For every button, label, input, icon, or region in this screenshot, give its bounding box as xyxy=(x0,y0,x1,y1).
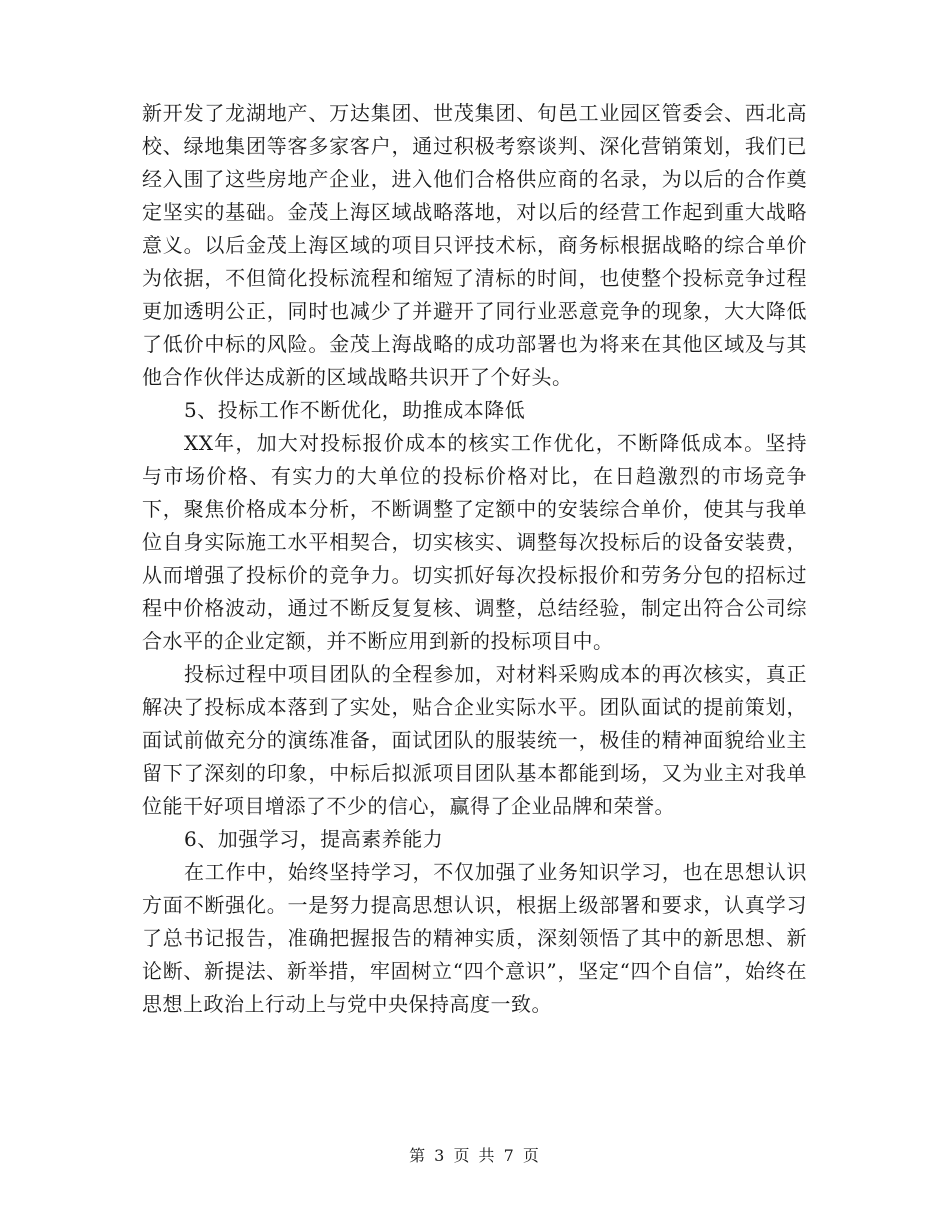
paragraph-continuation: 新开发了龙湖地产、万达集团、世茂集团、旬邑工业园区管委会、西北高校、绿地集团等客多家客户，通过积极考察谈判、深化营销策划，我们已经入围了这些房地产企业，进入他们合格供应商的名录，为以后的合作奠定坚实的基础。金茂上海区域战略落地，对以后的经营工作起到重大战略意义。以后金茂上海区域的项目只评技术标，商务标根据战略的综合单价为依据，不但简化投标流程和缩短了清标的时间，也使整个投标竞争过程更加透明公正，同时也减少了并避开了同行业恶意竞争的现象，大大降低了低价中标的风险。金茂上海战略的成功部署也为将来在其他区域及与其他合作伙伴达成新的区域战略共识开了个好头。 xyxy=(142,101,807,389)
section-heading-5: 5、投标工作不断优化，助推成本降低 xyxy=(184,398,526,422)
paragraph-bid-cost: XX年，加大对投标报价成本的核实工作优化，不断降低成本。坚持与市场价格、有实力的大单位的投标价格对比，在日趋激烈的市场竞争下，聚焦价格成本分析，不断调整了定额中的安装综合单价，使其与我单位自身实际施工水平相契合，切实核实、调整每次投标后的设备安装费，从而增强了投标价的竞争力。切实抓好每次投标报价和劳务分包的招标过程中价格波动，通过不断反复复核、调整，总结经验，制定出符合公司综合水平的企业定额，并不断应用到新的投标项目中。 xyxy=(142,431,807,653)
paragraph-study: 在工作中，始终坚持学习，不仅加强了业务知识学习，也在思想认识方面不断强化。一是努力提高思想认识，根据上级部署和要求，认真学习了总书记报告，准确把握报告的精神实质，深刻领悟了其中的新思想、新论断、新提法、新举措，牢固树立“四个意识”，坚定“四个自信”，始终在思想上政治上行动上与党中央保持高度一致。 xyxy=(142,860,807,1016)
document-body xyxy=(142,97,807,1021)
page-number-footer: 第 3 页 共 7 页 xyxy=(409,1146,541,1165)
section-heading-6: 6、加强学习，提高素养能力 xyxy=(184,827,444,851)
paragraph-bid-team: 投标过程中项目团队的全程参加，对材料采购成本的再次核实，真正解决了投标成本落到了实处，贴合企业实际水平。团队面试的提前策划，面试前做充分的演练准备，面试团队的服装统一，极佳的精神面貌给业主留下了深刻的印象，中标后拟派项目团队基本都能到场，又为业主对我单位能干好项目增添了不少的信心，赢得了企业品牌和荣誉。 xyxy=(142,662,807,818)
